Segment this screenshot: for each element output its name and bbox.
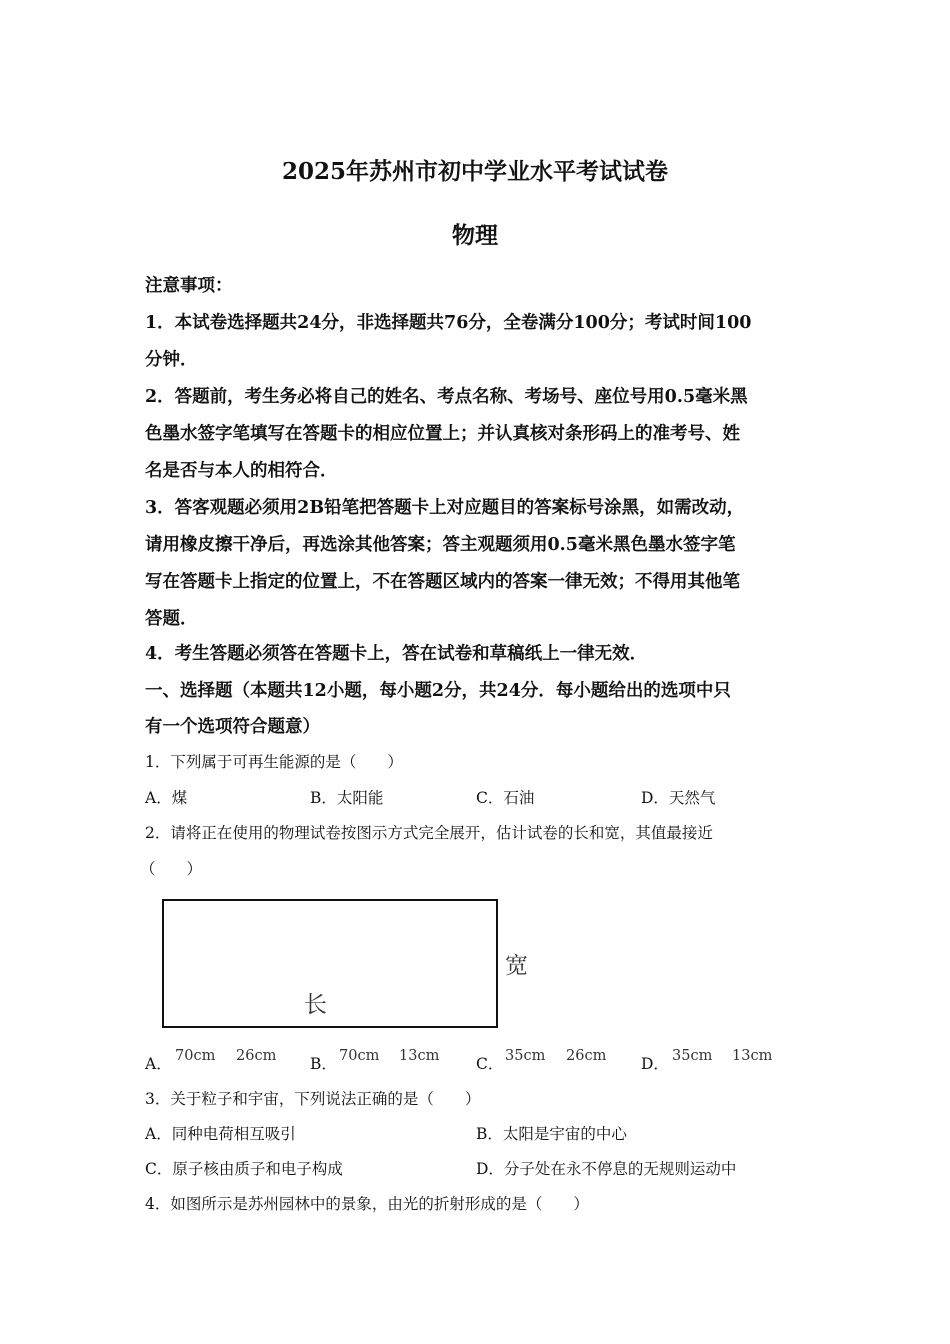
q3-option-c: C．原子核由质子和电子构成 [145, 1160, 343, 1178]
q2-option-b-length: 70cm [339, 1048, 380, 1064]
note-line: 色墨水签字笔填写在答题卡的相应位置上；并认真核对条形码上的准考号、姓 [145, 424, 740, 444]
q2-option-b-width: 13cm [399, 1048, 440, 1064]
note-line: 3．答客观题必须用2B铅笔把答题卡上对应题目的答案标号涂黑，如需改动， [145, 498, 745, 518]
q2-option-a-width: 26cm [236, 1048, 277, 1064]
q2-option-d-length: 35cm [672, 1048, 713, 1064]
notes-heading: 注意事项： [145, 276, 233, 296]
q2-option-a-letter: A． [145, 1055, 172, 1073]
question-2-paren: （ ） [140, 860, 203, 878]
question-3-stem: 3．关于粒子和宇宙，下列说法正确的是（ ） [145, 1090, 481, 1108]
paper-rectangle-figure [162, 899, 498, 1028]
subject-title: 物理 [452, 222, 498, 249]
note-line: 1．本试卷选择题共24分，非选择题共76分，全卷满分100分；考试时间100 [145, 313, 752, 333]
note-line: 答题． [145, 609, 198, 629]
length-label: 长 [304, 992, 327, 1018]
q2-option-c-letter: C． [476, 1055, 504, 1073]
q2-option-d-width: 13cm [732, 1048, 773, 1064]
q1-option-a: A．煤 [145, 789, 188, 807]
q1-option-d: D．天然气 [641, 789, 716, 807]
q2-option-b-letter: B． [310, 1055, 337, 1073]
q3-option-a: A．同种电荷相互吸引 [145, 1125, 296, 1143]
q1-option-c: C．石油 [476, 789, 535, 807]
exam-title: 2025年苏州市初中学业水平考试试卷 [281, 158, 668, 185]
section-heading-cont: 有一个选项符合题意） [145, 717, 320, 737]
question-2-stem: 2．请将正在使用的物理试卷按图示方式完全展开，估计试卷的长和宽，其值最接近 [145, 824, 713, 842]
note-line: 4．考生答题必须答在答题卡上，答在试卷和草稿纸上一律无效． [145, 644, 648, 664]
q3-option-d: D．分子处在永不停息的无规则运动中 [476, 1160, 737, 1178]
note-line: 2．答题前，考生务必将自己的姓名、考点名称、考场号、座位号用0.5毫米黑 [145, 387, 748, 407]
width-label: 宽 [505, 953, 528, 979]
note-line: 写在答题卡上指定的位置上，不在答题区域内的答案一律无效；不得用其他笔 [145, 572, 740, 592]
question-1-stem: 1．下列属于可再生能源的是（ ） [145, 753, 403, 771]
q2-option-c-width: 26cm [566, 1048, 607, 1064]
note-line: 名是否与本人的相符合． [145, 461, 338, 481]
q3-option-b: B．太阳是宇宙的中心 [476, 1125, 627, 1143]
q1-option-b: B．太阳能 [310, 789, 384, 807]
q2-option-c-length: 35cm [505, 1048, 546, 1064]
note-line: 请用橡皮擦干净后，再选涂其他答案；答主观题须用0.5毫米黑色墨水签字笔 [145, 535, 736, 555]
note-line: 分钟． [145, 350, 198, 370]
section-heading: 一、选择题（本题共12小题，每小题2分，共24分．每小题给出的选项中只 [145, 681, 731, 701]
q2-option-a-length: 70cm [175, 1048, 216, 1064]
question-4-stem: 4．如图所示是苏州园林中的景象，由光的折射形成的是（ ） [145, 1195, 589, 1213]
q2-option-d-letter: D． [641, 1055, 669, 1073]
